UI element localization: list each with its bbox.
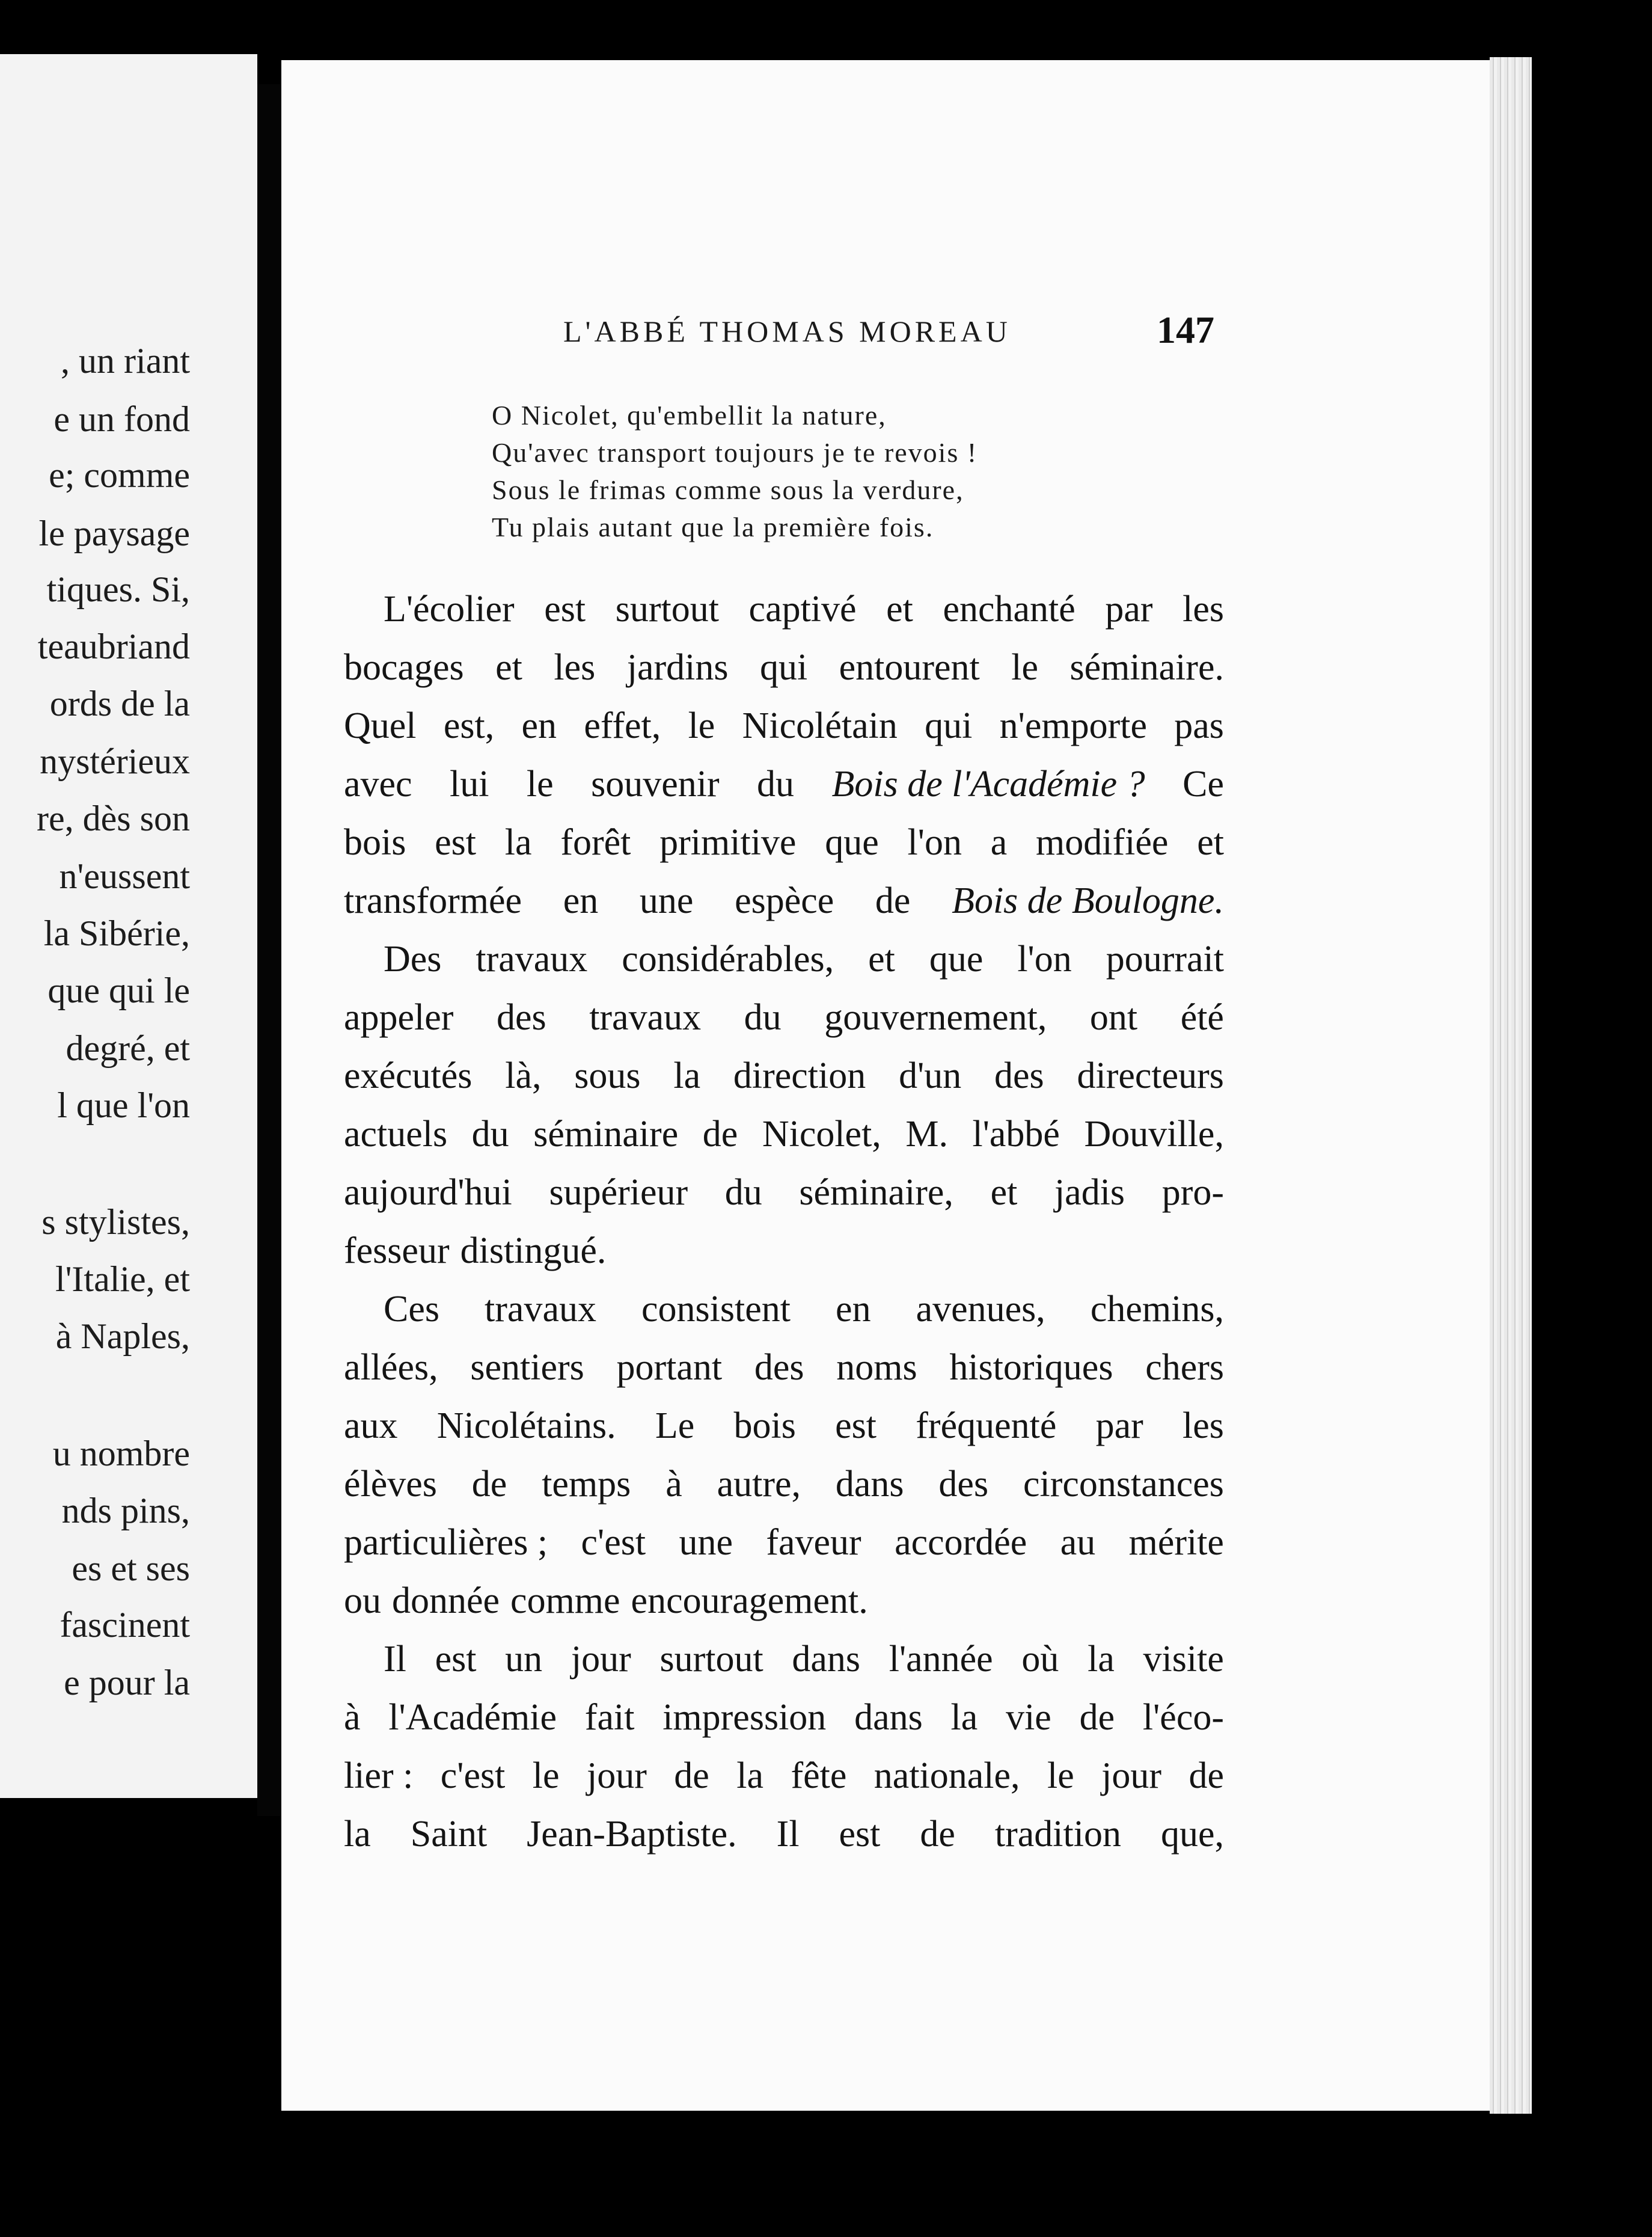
word: séminaire (533, 1114, 679, 1155)
word: entourent (839, 647, 980, 688)
text-line (344, 1681, 1224, 1739)
word: nationale, (873, 1755, 1020, 1796)
word: aujourd'hui (344, 1172, 512, 1213)
word: allées, (344, 1347, 438, 1388)
word: la (344, 1814, 371, 1855)
word: jour (586, 1755, 647, 1796)
text-line (344, 1447, 1224, 1506)
word: dans (854, 1697, 923, 1738)
word: Saint (410, 1814, 488, 1855)
poem-stanza (492, 397, 977, 546)
facing-page-fragment: teaubriand (37, 627, 190, 666)
word: l'on (1017, 939, 1072, 980)
word: modifiée (1036, 822, 1169, 863)
word: est, (443, 705, 495, 746)
word: les (1182, 589, 1224, 630)
word: chemins, (1090, 1289, 1224, 1330)
word: Ces (384, 1289, 439, 1330)
facing-page-fragment: u nombre (52, 1434, 190, 1473)
word: distingué. (460, 1230, 607, 1271)
word: par (1105, 589, 1153, 630)
word: d'un (899, 1055, 962, 1096)
word: en (563, 880, 599, 921)
word: fréquenté (916, 1405, 1057, 1446)
word: avenues, (916, 1289, 1045, 1330)
word: une (639, 880, 694, 921)
word: une (679, 1522, 733, 1563)
facing-page-fragment: n'eussent (59, 856, 190, 896)
word: l'année (889, 1639, 993, 1680)
word: encouragement. (631, 1580, 868, 1621)
facing-page-fragment: e; comme (49, 455, 190, 495)
word: jardins (626, 647, 729, 688)
word: pro- (1161, 1172, 1224, 1213)
word: de (471, 1464, 507, 1505)
word: que, (1160, 1814, 1224, 1855)
word: supérieur (549, 1172, 688, 1213)
word: aux (344, 1405, 398, 1446)
word: gouvernement, (824, 997, 1047, 1038)
word: directeurs (1077, 1055, 1224, 1096)
word: du (744, 997, 782, 1038)
word: vie (1006, 1697, 1051, 1738)
word: que (825, 822, 879, 863)
word: séminaire. (1069, 647, 1224, 688)
book-gutter (257, 84, 281, 1816)
facing-page-fragment: re, dès son (37, 799, 190, 838)
poem-verse: Sous le frimas comme sous la verdure, (492, 474, 964, 505)
word: jour (571, 1639, 631, 1680)
word: autre, (717, 1464, 801, 1505)
text-line (344, 1797, 1224, 1856)
word: de (674, 1755, 709, 1796)
word: considérables, (622, 939, 834, 980)
word: Des (384, 939, 442, 980)
word: la (736, 1755, 763, 1796)
word: dans (835, 1464, 904, 1505)
word: des (994, 1055, 1044, 1096)
word: et (868, 939, 895, 980)
text-line (344, 864, 1224, 922)
word: au (1060, 1522, 1096, 1563)
word: fesseur (344, 1230, 450, 1271)
word: c'est (581, 1522, 646, 1563)
text-line (344, 1389, 1224, 1447)
word: de (920, 1814, 955, 1855)
word: mérite (1128, 1522, 1224, 1563)
word: portant (616, 1347, 723, 1388)
word: les (1182, 1405, 1224, 1446)
word: pas (1174, 705, 1224, 746)
word: Il (776, 1814, 800, 1855)
word: des (496, 997, 546, 1038)
word: jour (1101, 1755, 1162, 1796)
body-text (344, 572, 1224, 1856)
word: de (875, 880, 911, 921)
word: de (1189, 1755, 1224, 1796)
word: été (1180, 997, 1224, 1038)
word: a (990, 822, 1008, 863)
text-line (344, 1739, 1224, 1797)
word: jadis (1054, 1172, 1125, 1213)
word: qui (925, 705, 973, 746)
word: la (950, 1697, 978, 1738)
word: du (757, 764, 795, 805)
word: en (836, 1289, 871, 1330)
word: et (1197, 822, 1224, 863)
word: le (1047, 1755, 1074, 1796)
facing-page-fragment: s stylistes, (41, 1202, 190, 1242)
word: sentiers (470, 1347, 584, 1388)
word: effet, (584, 705, 661, 746)
word: direction (733, 1055, 866, 1096)
word: qui (759, 647, 808, 688)
word: travaux (476, 939, 588, 980)
facing-page-fragment: nystérieux (40, 741, 190, 781)
facing-page-fragment: le paysage (38, 514, 190, 553)
word: sous (574, 1055, 641, 1096)
word: temps (542, 1464, 631, 1505)
word: fête (791, 1755, 847, 1796)
word: élèves (344, 1464, 437, 1505)
word: travaux (485, 1289, 596, 1330)
word: noms (836, 1347, 917, 1388)
word: bocages (344, 647, 464, 688)
word: de (702, 1114, 738, 1155)
text-line (344, 1564, 1224, 1622)
facing-page-fragment: tiques. Si, (46, 569, 190, 609)
word: à (344, 1697, 361, 1738)
word: enchanté (943, 589, 1075, 630)
text-line (344, 1097, 1224, 1156)
facing-page-fragment: e un fond (54, 399, 190, 439)
word: circonstances (1023, 1464, 1224, 1505)
word: Jean-Baptiste. (527, 1814, 737, 1855)
facing-page-fragment: que qui le (47, 971, 190, 1010)
word: et (495, 647, 522, 688)
word: séminaire, (799, 1172, 953, 1213)
text-line (344, 1214, 1224, 1272)
word: du (471, 1114, 509, 1155)
word: les (554, 647, 596, 688)
word: l'on (907, 822, 962, 863)
word: Douville, (1084, 1114, 1224, 1155)
poem-verse: Tu plais autant que la première fois. (492, 512, 934, 542)
facing-page-fragment: l que l'on (57, 1085, 190, 1125)
word: appeler (344, 997, 454, 1038)
word: est (544, 589, 586, 630)
word: consistent (641, 1289, 791, 1330)
text-line (344, 1622, 1224, 1681)
facing-page-fragment: e pour la (64, 1663, 190, 1702)
italic-title: Bois de l'Académie ? (831, 764, 1145, 805)
facing-page-fragment: degré, et (66, 1028, 190, 1068)
facing-page-fragment: , un riant (61, 341, 190, 381)
word: Quel (344, 705, 417, 746)
word: tradition (994, 1814, 1121, 1855)
text-line (344, 572, 1224, 631)
text-line (344, 631, 1224, 689)
text-line (344, 806, 1224, 864)
word: Ce (1182, 764, 1224, 805)
word: Nicolétain (742, 705, 898, 746)
word: l'abbé (972, 1114, 1060, 1155)
word: le (1011, 647, 1038, 688)
text-line (344, 1331, 1224, 1389)
text-line (344, 922, 1224, 981)
italic-title: Bois de Boulogne. (952, 880, 1224, 921)
word: des (938, 1464, 989, 1505)
facing-page-fragment: fascinent (60, 1605, 190, 1645)
word: un (505, 1639, 543, 1680)
page-number: 147 (1157, 308, 1214, 351)
text-line (344, 981, 1224, 1039)
word: l'Académie (388, 1697, 557, 1738)
word: Nicolétains. (436, 1405, 616, 1446)
word: accordée (895, 1522, 1027, 1563)
text-line (344, 1156, 1224, 1214)
facing-page-fragment: à Naples, (55, 1316, 190, 1356)
word: n'emporte (999, 705, 1147, 746)
facing-page-fragment: ords de la (49, 684, 190, 723)
word: Nicolet, (762, 1114, 881, 1155)
word: des (754, 1347, 804, 1388)
word: visite (1143, 1639, 1224, 1680)
word: la (1088, 1639, 1115, 1680)
word: par (1095, 1405, 1143, 1446)
word: actuels (344, 1114, 448, 1155)
text-line (344, 1272, 1224, 1331)
word: est (835, 1405, 877, 1446)
word: lui (450, 764, 489, 805)
word: fait (584, 1697, 635, 1738)
word: l'éco- (1142, 1697, 1224, 1738)
word: ou (344, 1580, 381, 1621)
word: est (435, 822, 477, 863)
poem-verse: Qu'avec transport toujours je te revois ! (492, 437, 978, 468)
word: primitive (659, 822, 797, 863)
word: et (886, 589, 913, 630)
facing-page-fragment: es et ses (72, 1548, 190, 1588)
word: historiques (949, 1347, 1113, 1388)
word: impression (662, 1697, 827, 1738)
word: Le (655, 1405, 695, 1446)
word: espèce (735, 880, 834, 921)
word: faveur (766, 1522, 861, 1563)
word: le (688, 705, 715, 746)
word: chers (1145, 1347, 1224, 1388)
word: est (435, 1639, 477, 1680)
page-edges (1490, 57, 1532, 2114)
facing-page-fragment: nds pins, (61, 1491, 190, 1530)
word: particulières ; (344, 1522, 548, 1563)
text-line (344, 1506, 1224, 1564)
word: forêt (560, 822, 631, 863)
word: travaux (589, 997, 702, 1038)
word: dans (792, 1639, 861, 1680)
word: M. (905, 1114, 948, 1155)
text-line (344, 1039, 1224, 1097)
word: bois (344, 822, 406, 863)
word: le (526, 764, 554, 805)
word: à (665, 1464, 682, 1505)
word: exécutés (344, 1055, 473, 1096)
text-line (344, 689, 1224, 747)
word: là, (505, 1055, 542, 1096)
word: lier : (344, 1755, 414, 1796)
word: est (839, 1814, 881, 1855)
running-head: L'ABBÉ THOMAS MOREAU (563, 315, 1011, 348)
word: souvenir (591, 764, 720, 805)
word: du (724, 1172, 762, 1213)
word: la (673, 1055, 701, 1096)
word: comme (510, 1580, 620, 1621)
word: et (990, 1172, 1018, 1213)
word: Il (384, 1639, 406, 1680)
word: captivé (748, 589, 857, 630)
word: en (521, 705, 557, 746)
facing-page-fragment: la Sibérie, (43, 913, 190, 953)
word: bois (733, 1405, 796, 1446)
word: avec (344, 764, 412, 805)
word: la (504, 822, 532, 863)
word: que (929, 939, 984, 980)
word: surtout (659, 1639, 763, 1680)
word: L'écolier (384, 589, 515, 630)
word: où (1021, 1639, 1059, 1680)
word: donnée (392, 1580, 500, 1621)
facing-page-fragment: l'Italie, et (55, 1259, 190, 1299)
facing-page (0, 54, 257, 1798)
word: ont (1089, 997, 1138, 1038)
word: c'est (440, 1755, 506, 1796)
word: de (1079, 1697, 1115, 1738)
word: le (532, 1755, 560, 1796)
word: pourrait (1106, 939, 1224, 980)
word: surtout (615, 589, 719, 630)
poem-verse: O Nicolet, qu'embellit la nature, (492, 400, 887, 431)
text-line (344, 747, 1224, 806)
word: transformée (344, 880, 522, 921)
